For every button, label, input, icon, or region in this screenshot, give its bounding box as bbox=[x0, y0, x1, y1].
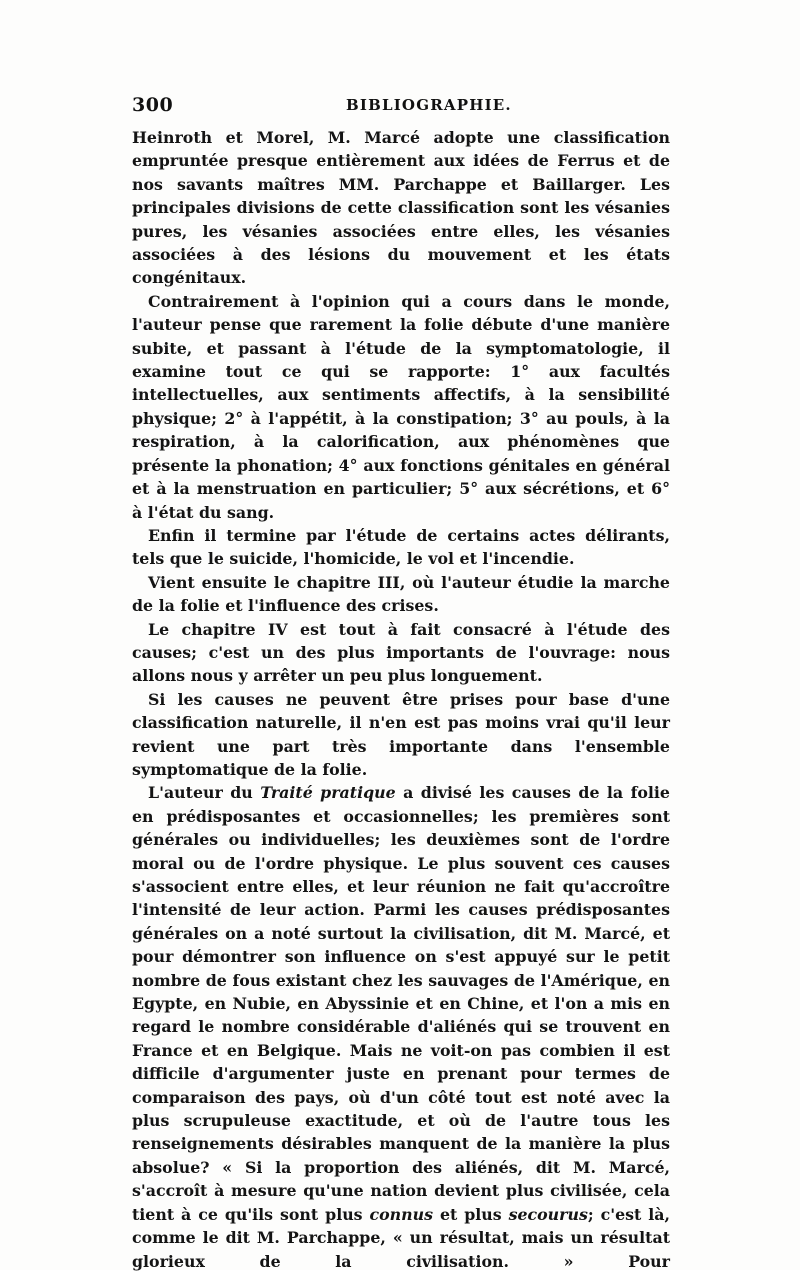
page-number: 300 bbox=[132, 94, 174, 116]
emphasis: secourus bbox=[508, 1204, 588, 1224]
body-text bbox=[132, 126, 670, 1273]
text-run: L'auteur du bbox=[148, 783, 261, 803]
text-run: a divisé les causes de la folie en prédisposantes et occasionnelles; les premières sont générales ou individuelles; les deuxièmes sont de l'ordre moral ou de l'ordre physique. Le plus souvent ces causes s'associent entre elles, et leur réunion ne fait qu'accroître l'intensité de leur action. Parmi les causes prédisposantes générales on a noté surtout la civilisation, dit M. Marcé, et pour démontrer son influence on s'est appuyé sur le petit nombre de fous existant chez les sauvages de l'Amérique, en Egypte, en Nubie, en Abyssinie et en Chine, et l'on a mis en regard le nombre considérable d'aliénés qui se trouvent en France et en Belgique. Mais ne voit-on pas combien il est difficile d'argumenter juste en prenant pour termes de comparaison des pays, où d'un côté tout est noté avec la plus scrupuleuse exactitude, et où de l'autre tous les renseignements désirables manquent de la manière la plus absolue? « Si la proportion des aliénés, dit M. Marcé, s'accroît à mesure qu'une nation devient plus civilisée, cela tient à ce qu'ils sont plus bbox=[132, 783, 670, 1224]
paragraph: Contrairement à l'opinion qui a cours dans le monde, l'auteur pense que rarement la folie débute d'une manière subite, et passant à l'étude de la symptomatologie, il examine tout ce qui se rapporte: 1° aux facultés intellectuelles, aux sentiments affectifs, à la sensibilité physique; 2° à l'appétit, à la constipation; 3° au pouls, à la respiration, à la calorification, aux phénomènes que présente la phonation; 4° aux fonctions génitales en général et à la menstruation en particulier; 5° aux sécrétions, et 6° à l'état du sang. bbox=[132, 291, 670, 522]
text-run: ; c'est là, comme le dit M. Parchappe, « un résultat, mais un résultat glorieux de la civilisation. » Pour bbox=[132, 1204, 670, 1271]
paragraph: Enfin il termine par l'étude de certains actes délirants, tels que le suicide, l'homicide, le vol et l'incendie. bbox=[132, 525, 670, 569]
emphasis: connus bbox=[369, 1204, 434, 1224]
paragraph: Le chapitre IV est tout à fait consacré à l'étude des causes; c'est un des plus importants de l'ouvrage: nous allons nous y arrêter un peu plus longuement. bbox=[132, 619, 670, 686]
text-run: et plus bbox=[433, 1204, 509, 1224]
book-title: Traité pratique bbox=[260, 783, 396, 803]
page-header bbox=[132, 94, 672, 118]
running-head: BIBLIOGRAPHIE. bbox=[346, 96, 512, 114]
paragraph: Si les causes ne peuvent être prises pour base d'une classification naturelle, il n'en est pas moins vrai qu'il leur revient une part très importante dans l'ensemble symptomatique de la folie. bbox=[132, 689, 670, 779]
paragraph: Vient ensuite le chapitre III, où l'auteur étudie la marche de la folie et l'influence des crises. bbox=[132, 572, 670, 616]
paragraph: Heinroth et Morel, M. Marcé adopte une classification empruntée presque entièrement aux idées de Ferrus et de nos savants maîtres MM. Parchappe et Baillarger. Les principales divisions de cette classification sont les vésanies pures, les vésanies associées entre elles, les vésanies associées à des lésions du mouvement et les états congénitaux. bbox=[132, 128, 670, 288]
paragraph-continues bbox=[132, 781, 670, 1273]
